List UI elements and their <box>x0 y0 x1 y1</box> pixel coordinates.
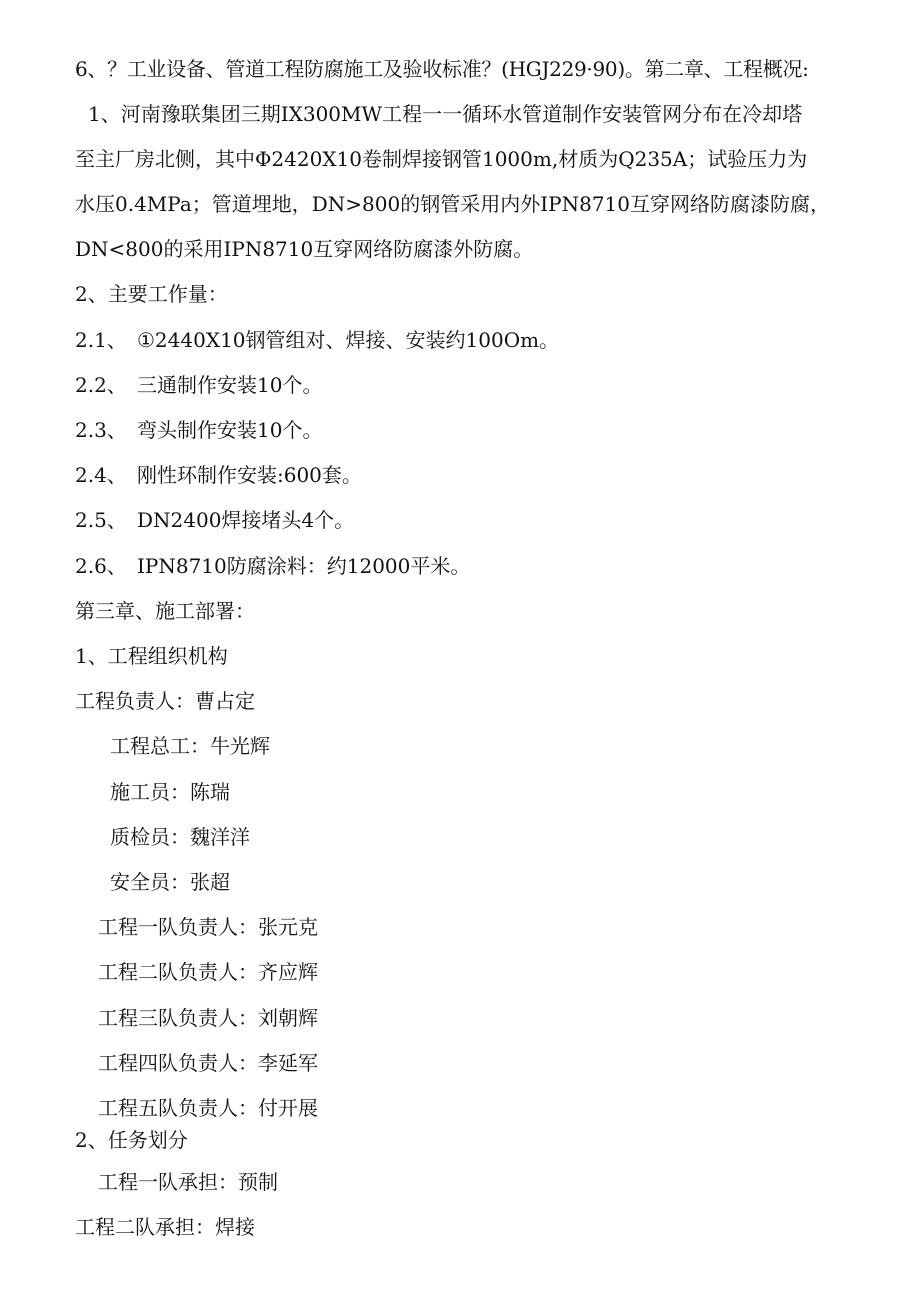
item-text: 三通制作安装10个。 <box>137 373 323 397</box>
workload-item <box>75 415 322 445</box>
workload-item <box>75 551 470 581</box>
overview-paragraph-line-2: 至主厂房北侧，其中Φ2420X10卷制焊接钢管1000m,材质为Q235A；试验压力为 <box>75 147 808 171</box>
task-division-heading: 2、任务划分 <box>75 1128 188 1152</box>
workload-item <box>75 460 362 490</box>
item-text: ①2440X10钢管组对、焊接、安装约100Om。 <box>137 328 560 352</box>
staff-safety-officer: 安全员：张超 <box>110 870 230 894</box>
staff-chief-engineer: 工程总工：牛光辉 <box>110 734 270 758</box>
item-text: DN2400焊接堵头4个。 <box>137 508 355 532</box>
team-1-lead: 工程一队负责人：张元克 <box>98 915 318 939</box>
item-number: 2.4、 <box>75 463 127 487</box>
task-team-2: 工程二队承担：焊接 <box>75 1215 255 1239</box>
item-text: 弯头制作安装10个。 <box>137 418 323 442</box>
item-number: 2.3、 <box>75 418 127 442</box>
workload-item <box>75 370 322 400</box>
overview-paragraph-line-4: DN<800的采用IPN8710互穿网络防腐漆外防腐。 <box>75 237 534 261</box>
team-3-lead: 工程三队负责人：刘朝辉 <box>98 1006 318 1030</box>
team-4-lead: 工程四队负责人：李延军 <box>98 1051 318 1075</box>
org-structure-heading: 1、工程组织机构 <box>75 644 228 668</box>
task-team-1: 工程一队承担：预制 <box>98 1170 278 1194</box>
staff-quality-inspector: 质检员：魏洋洋 <box>110 825 250 849</box>
item-number: 2.5、 <box>75 508 127 532</box>
standards-line: 6、？工业设备、管道工程防腐施工及验收标准？(HGJ229·90)。第二章、工程概况: <box>75 57 809 81</box>
workload-item <box>75 505 354 535</box>
project-lead: 工程负责人：曹占定 <box>75 689 255 713</box>
workload-heading: 2、主要工作量： <box>75 282 228 306</box>
workload-item <box>75 325 559 355</box>
overview-paragraph-line-3: 水压0.4MPa；管道埋地，DN>800的钢管采用内外IPN8710互穿网络防腐漆防腐， <box>75 192 830 216</box>
item-text: IPN8710防腐涂料：约12000平米。 <box>137 554 471 578</box>
item-text: 刚性环制作安装:600套。 <box>137 463 362 487</box>
item-number: 2.1、 <box>75 328 127 352</box>
team-2-lead: 工程二队负责人：齐应辉 <box>98 960 318 984</box>
chapter-3-heading: 第三章、施工部署： <box>75 599 255 623</box>
overview-paragraph-line-1: 1、河南豫联集团三期IX300MW工程一一循环水管道制作安装管网分布在冷却塔 <box>88 102 803 126</box>
team-5-lead: 工程五队负责人：付开展 <box>98 1096 318 1120</box>
staff-constructor: 施工员：陈瑞 <box>110 780 230 804</box>
item-number: 2.2、 <box>75 373 127 397</box>
item-number: 2.6、 <box>75 554 127 578</box>
